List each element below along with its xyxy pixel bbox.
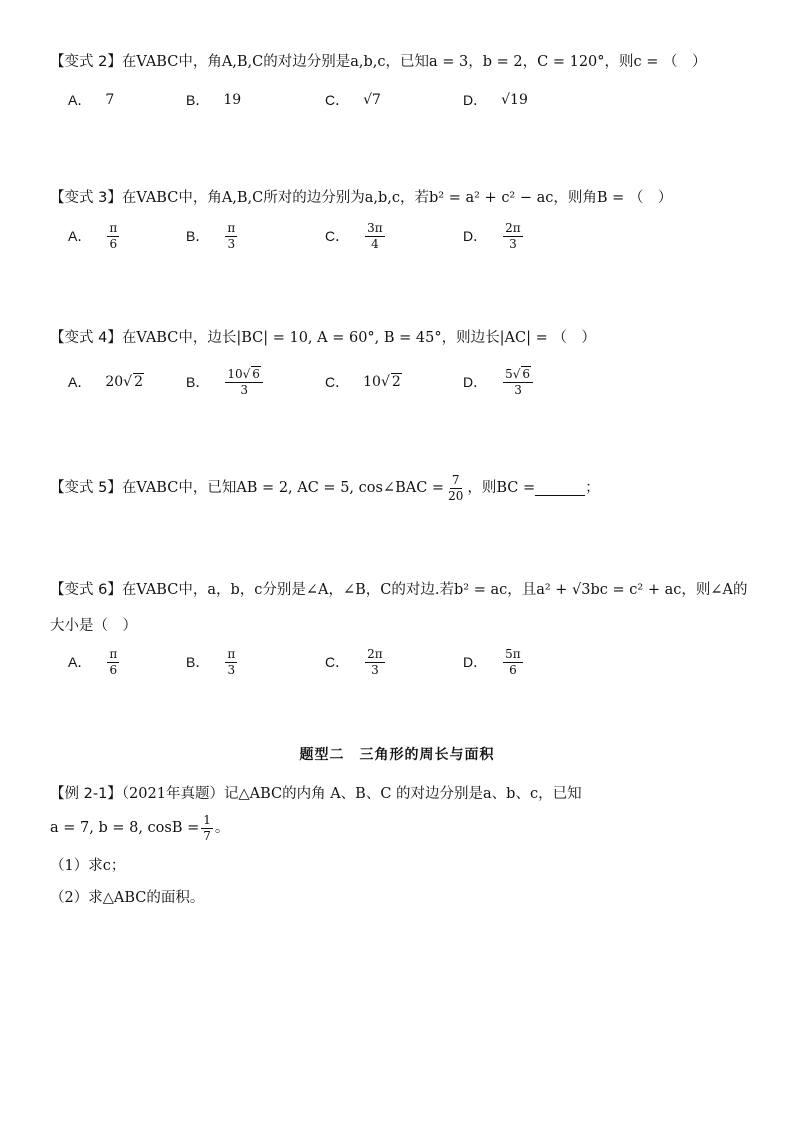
question-variant-3 [50, 188, 672, 208]
question-variant-6 [50, 580, 747, 600]
question-variant-4 [50, 328, 596, 348]
fraction: $\frac{\pi}{6}$ [109, 220, 118, 251]
answer-blank[interactable] [535, 481, 585, 496]
question-stem: 在VABC中，已知AB = 2, AC = 5, cos∠BAC = [121, 480, 445, 496]
fraction: $\frac{7}{20}$ [448, 472, 464, 503]
option-d[interactable]: D． √19 [463, 92, 528, 108]
fraction: $\frac{2\pi}{3}$ [367, 646, 383, 677]
option-b[interactable]: B． $\frac{\pi}{3}$ [186, 646, 236, 677]
option-a[interactable]: A． $\frac{\pi}{6}$ [68, 220, 118, 251]
option-a[interactable]: A． 7 [68, 92, 115, 108]
fraction: $\frac{1}{7}$ [203, 812, 211, 843]
example-stem: （2021年真题）记△ABC的内角 A、B、C 的对边分别是a、b、c，已知 [121, 786, 582, 802]
example-2-1 [50, 784, 582, 804]
question-variant-5: 【变式 5】 在VABC中，已知AB = 2, AC = 5, cos∠BAC = $\frac{7}{20}$ ，则BC = ； [50, 472, 600, 503]
option-d[interactable]: D． $\frac{2\pi}{3}$ [463, 220, 521, 251]
sub-question-2: （2）求△ABC的面积。 [50, 890, 205, 906]
fraction: $\frac{10√ 6}{3}$ [225, 367, 263, 398]
option-b[interactable]: B． 19 [186, 92, 242, 108]
fraction: $\frac{5\pi}{6}$ [505, 646, 521, 677]
fraction: $\frac{\pi}{6}$ [109, 646, 118, 677]
fraction: $\frac{2\pi}{3}$ [505, 220, 521, 251]
example-conditions: a = 7, b = 8, cosB = $\frac{1}{7}$ 。 [50, 812, 230, 843]
option-c[interactable]: C． $\frac{2\pi}{3}$ [325, 646, 383, 677]
fraction: $\frac{\pi}{3}$ [227, 220, 236, 251]
question-tag: 【变式 3】 [50, 190, 122, 206]
option-b[interactable]: B． $\frac{\pi}{3}$ [186, 220, 236, 251]
option-c[interactable]: C． √7 [325, 92, 381, 108]
question-tag: 【变式 2】 [50, 54, 122, 70]
sub-question-1: （1）求c； [50, 858, 126, 874]
option-d[interactable]: D． $\frac{5\pi}{6}$ [463, 646, 521, 677]
option-a[interactable]: A． 20 √ 2 [68, 374, 144, 390]
question-stem: 在VABC中，a，b，c分别是∠A，∠B，C的对边.若b² = ac，且a² + √3bc = c² + ac，则∠A的 [121, 582, 748, 598]
question-tag: 【变式 6】 [50, 582, 122, 598]
example-tag: 【例 2-1】 [50, 786, 122, 802]
question-stem: 在VABC中，角A,B,C的对边分别是a,b,c，已知a = 3，b = 2，C = 120°，则c = （ ） [121, 54, 707, 70]
option-d[interactable]: D． $\frac{5√ 6}{3}$ [463, 362, 535, 402]
question-stem-line2: 大小是（ ） [50, 618, 137, 634]
fraction: $\frac{3\pi}{4}$ [367, 220, 383, 251]
option-c[interactable]: C． 10 √ 2 [325, 374, 401, 390]
question-stem: 在VABC中，边长|BC| = 10, A = 60°, B = 45°，则边长|AC| = （ ） [121, 330, 596, 346]
option-c[interactable]: C． $\frac{3\pi}{4}$ [325, 220, 383, 251]
sqrt-sign: √ 2 [380, 374, 401, 390]
fraction: $\frac{\pi}{3}$ [227, 646, 236, 677]
option-a[interactable]: A． $\frac{\pi}{6}$ [68, 646, 118, 677]
question-variant-2 [50, 52, 707, 72]
section-title: 题型二 三角形的周长与面积 [299, 747, 495, 763]
sqrt-sign: √ 2 [123, 374, 144, 390]
question-tag: 【变式 5】 [50, 480, 122, 496]
fraction: $\frac{5√ 6}{3}$ [503, 367, 533, 398]
option-b[interactable]: B． $\frac{10√ 6}{3}$ [186, 362, 265, 402]
question-tag: 【变式 4】 [50, 330, 122, 346]
question-stem: 在VABC中，角A,B,C所对的边分别为a,b,c，若b² = a² + c² − ac，则角B = （ ） [121, 190, 673, 206]
